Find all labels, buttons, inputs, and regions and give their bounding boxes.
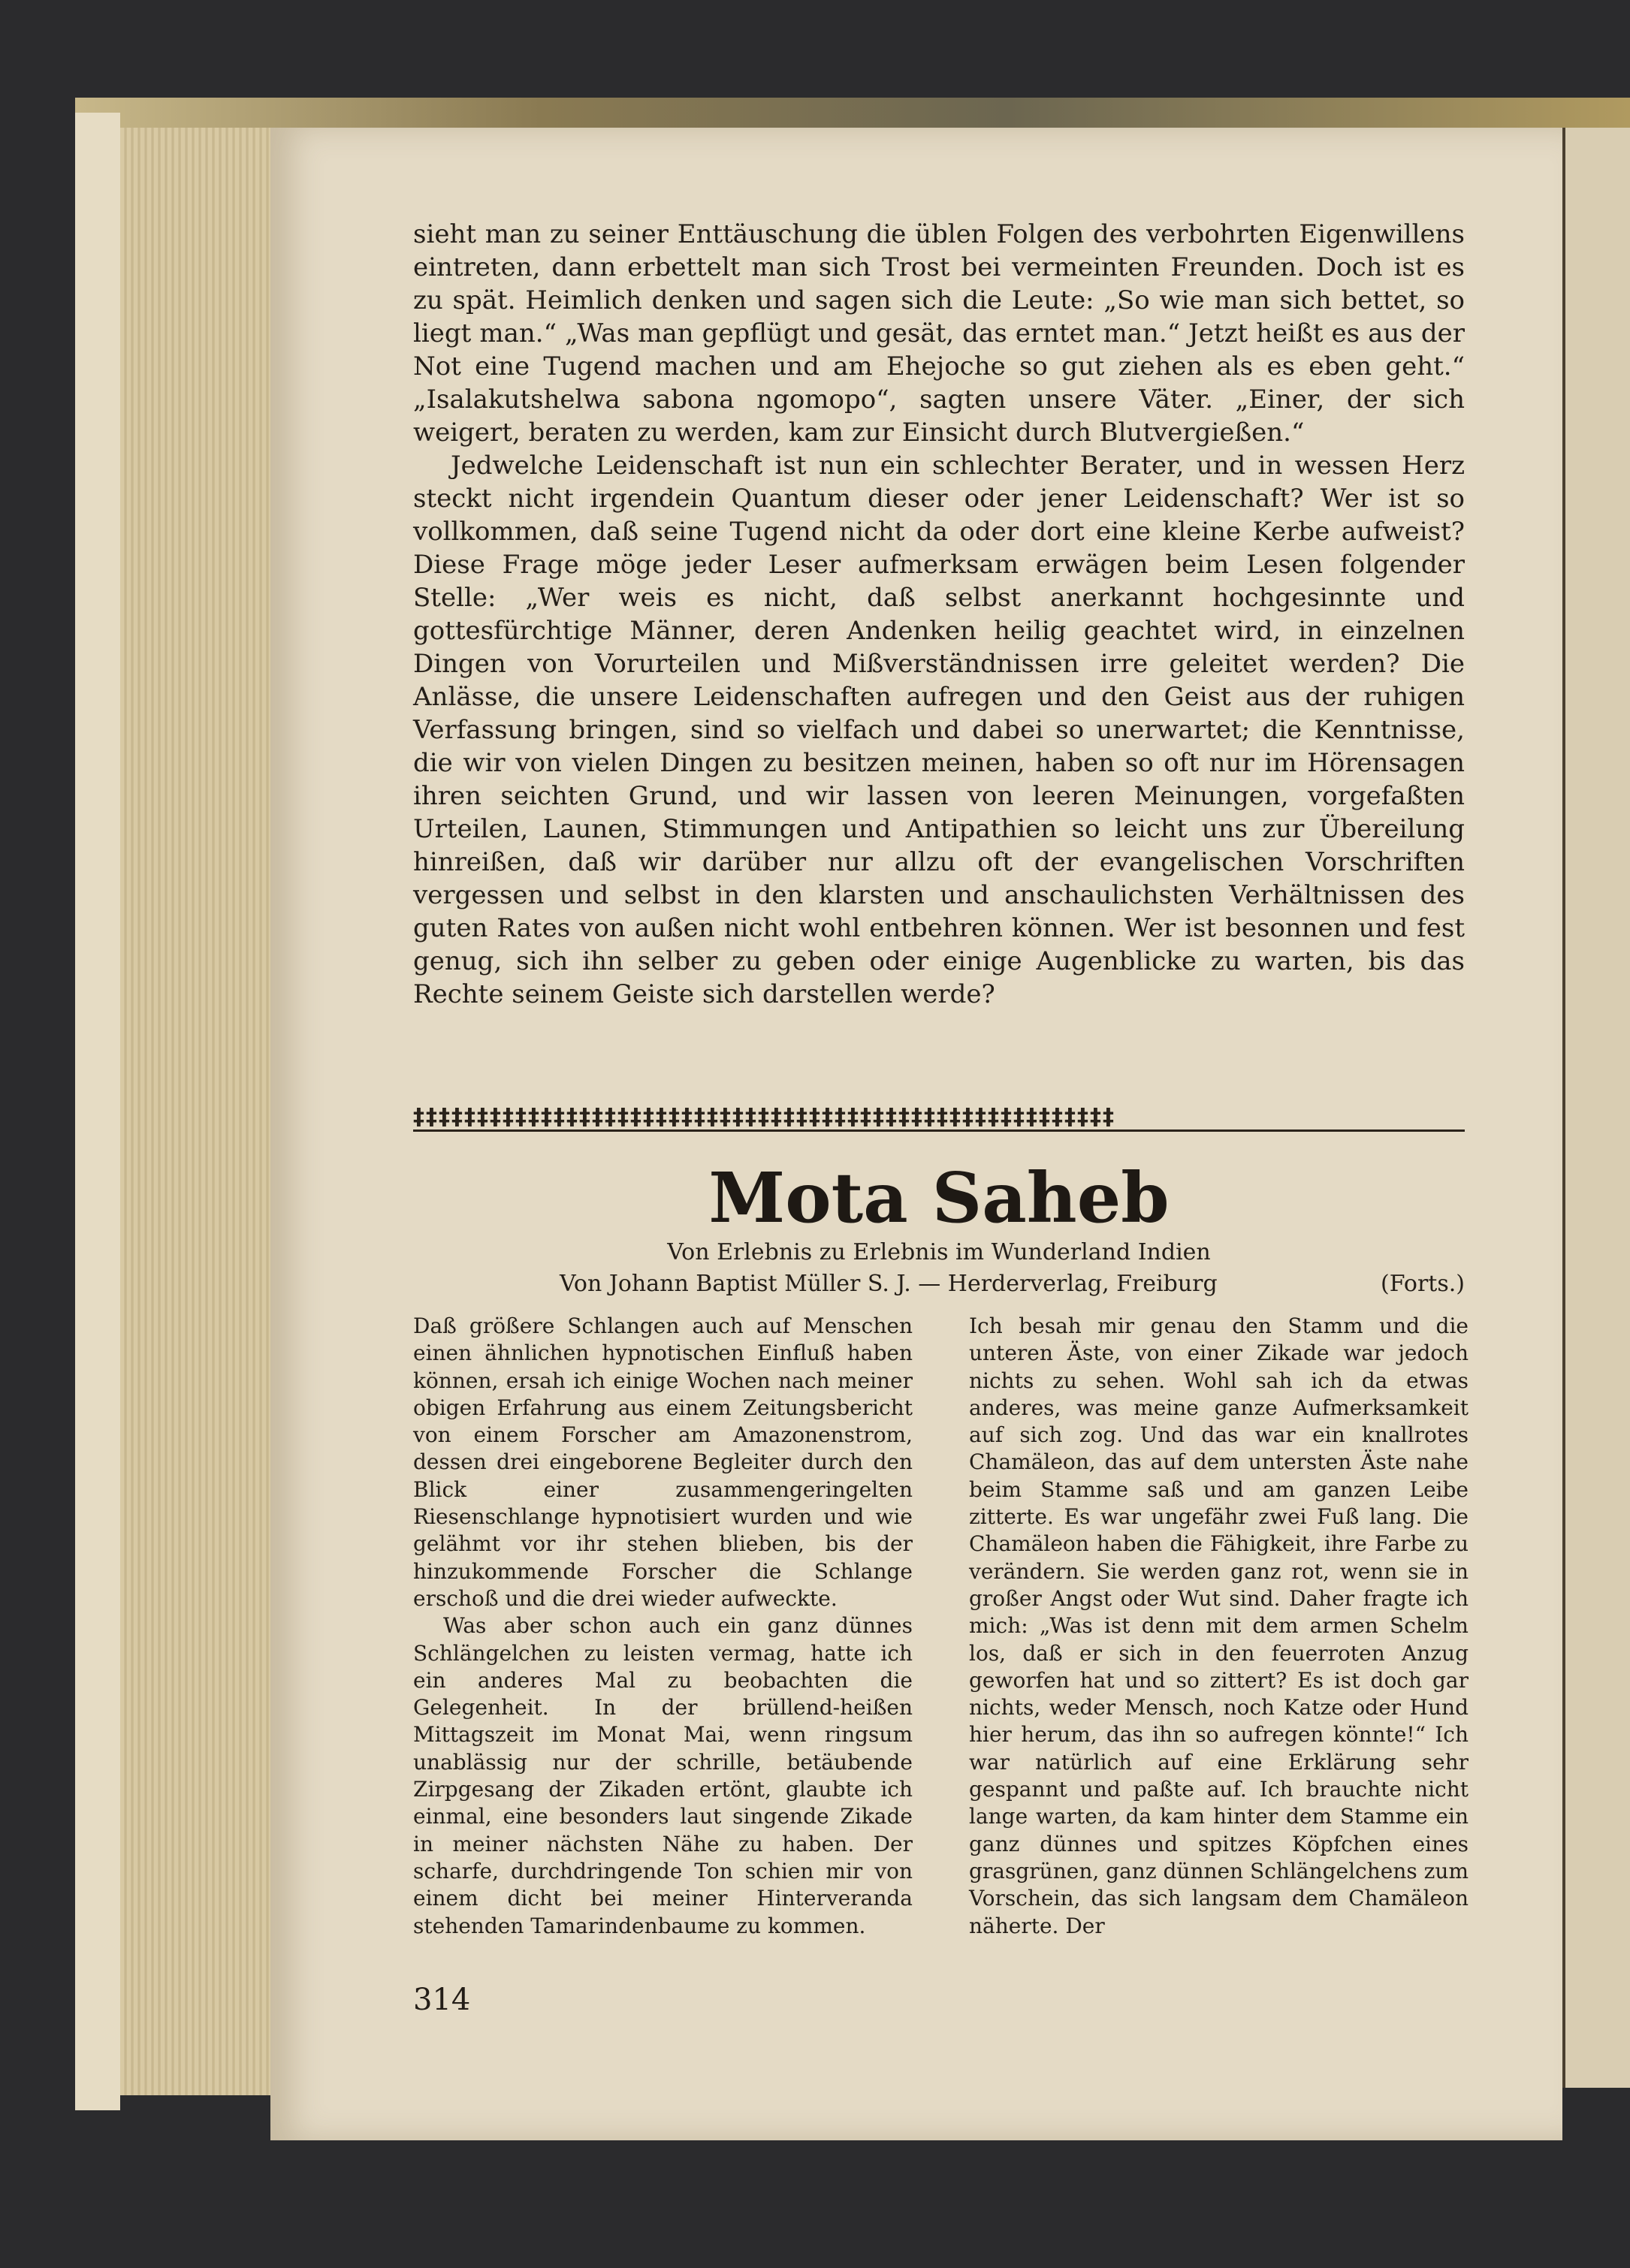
article-title: Mota Saheb: [708, 1157, 1170, 1238]
paragraph: sieht man zu seiner Enttäuschung die üblen Folgen des verbohrten Eigenwillens eintreten, dann erbettelt man sich Trost bei vermeinten Freunden. Doch ist es zu spät. Heimlich denken und sagen sich die Leute: „So wie man sich bettet, so liegt man.“ „Was man gepflügt und gesät, das erntet man.“ Jetzt heißt es aus der Not eine Tugend machen und am Ehejoche so gut ziehen als es eben geht.“ „Isalakutshelwa sabona ngomopo“, sagten unsere Väter. „Einer, der sich weigert, beraten zu werden, kam zur Einsicht durch Blutvergießen.“: [413, 219, 1465, 448]
column-paragraph: Was aber schon auch ein ganz dünnes Schlängelchen zu leisten vermag, hatte ich ein anderes Mal zu beobachten die Gelegenheit. In der brüllend-heißen Mittagszeit im Monat Mai, wenn ringsum unablässig nur der schrille, betäubende Zirpgesang der Zikaden ertönt, glaubte ich einmal, eine besonders laut singende Zikade in meiner nächsten Nähe zu haben. Der scharfe, durchdringende Ton schien mir von einem dicht bei meiner Hinterveranda stehenden Tamarindenbaume zu kommen.: [413, 1613, 913, 1938]
book-cover-left: [75, 113, 120, 2110]
column-paragraph: Daß größere Schlangen auch auf Menschen einen ähnlichen hypnotischen Einfluß haben können, ersah ich einige Wochen nach meiner obigen Erfahrung aus einem Zeitungsbericht von einem Forscher am Amazonenstrom, dessen drei eingeborene Begleiter durch den Blick einer zusammengeringelten Riesenschlange hypnotisiert wurden und wie gelähmt vor ihr stehen blieben, bis der hinzukommende Forscher die Schlange erschoß und die drei wieder aufweckte.: [413, 1313, 913, 1611]
right-column: [969, 1313, 1469, 1940]
article-subtitle: Von Erlebnis zu Erlebnis im Wunderland Indien: [667, 1239, 1211, 1265]
column-paragraph: Ich besah mir genau den Stamm und die unteren Äste, von einer Zikade war jedoch nichts zu sehen. Wohl sah ich da etwas anderes, was meine ganze Aufmerksamkeit auf sich zog. Und das war ein knallrotes Chamäleon, das auf dem untersten Äste nahe beim Stamme saß und am ganzen Leibe zitterte. Es war ungefähr zwei Fuß lang. Die Chamäleon haben die Fähigkeit, ihre Farbe zu verändern. Sie werden ganz rot, wenn sie in großer Angst oder Wut sind. Daher fragte ich mich: „Was ist denn mit dem armen Schelm los, daß er sich in den feuerroten Anzug geworfen hat und so zittert? Es ist doch gar nichts, weder Mensch, noch Katze oder Hund hier herum, das ihn so aufregen könnte!“ Ich war natürlich auf eine Erklärung sehr gespannt und paßte auf. Ich brauchte nicht lange warten, da kam hinter dem Stamme ein ganz dünnes und spitzes Köpfchen eines grasgrünen, ganz dünnen Schlängelchens zum Vorschein, das sich langsam dem Chamäleon näherte. Der: [969, 1313, 1469, 1938]
page-number: 314: [413, 1983, 471, 2017]
top-text-block: [413, 218, 1465, 1011]
paragraph: Jedwelche Leidenschaft ist nun ein schlechter Berater, und in wessen Herz steckt nicht irgendein Quantum dieser oder jener Leidenschaft? Wer ist so vollkommen, daß seine Tugend nicht da oder dort eine kleine Kerbe aufweist? Diese Frage möge jeder Leser aufmerksam erwägen beim Lesen folgender Stelle: „Wer weis es nicht, daß selbst anerkannt hochgesinnte und gottesfürchtige Männer, deren Andenken heilig geachtet wird, in einzelnen Dingen von Vorurteilen und Mißverständnissen irre geleitet werden? Die Anlässe, die unsere Leidenschaften aufregen und den Geist aus der ruhigen Verfassung bringen, sind so vielfach und dabei so unerwartet; die Kenntnisse, die wir von vielen Dingen zu besitzen meinen, haben so oft nur im Hörensagen ihren seichten Grund, und wir lassen von leeren Meinungen, vorgefaßten Urteilen, Launen, Stimmungen und Antipathien so leicht uns zur Übereilung hinreißen, daß wir darüber nur allzu oft der evangelischen Vorschriften vergessen und selbst in den klarsten und anschaulichsten Verhältnissen des guten Rates von außen nicht wohl entbehren können. Wer ist besonnen und fest genug, sich ihn selber zu geben oder einige Augenblicke zu warten, bis das Rechte seinem Geiste sich darstellen werde?: [413, 451, 1465, 1009]
continued-note: (Forts.): [1381, 1271, 1465, 1297]
facing-page-edge: [1562, 128, 1630, 2088]
left-column: [413, 1313, 913, 1940]
page-edges: [120, 128, 278, 2095]
author-publisher: Von Johann Baptist Müller S. J. — Herderverlag, Freiburg: [560, 1271, 1218, 1297]
ornamental-divider: ‡‡‡‡‡‡‡‡‡‡‡‡‡‡‡‡‡‡‡‡‡‡‡‡‡‡‡‡‡‡‡‡‡‡‡‡‡‡‡‡‡‡‡‡‡‡‡‡‡‡‡‡‡‡‡: [413, 1104, 1465, 1132]
